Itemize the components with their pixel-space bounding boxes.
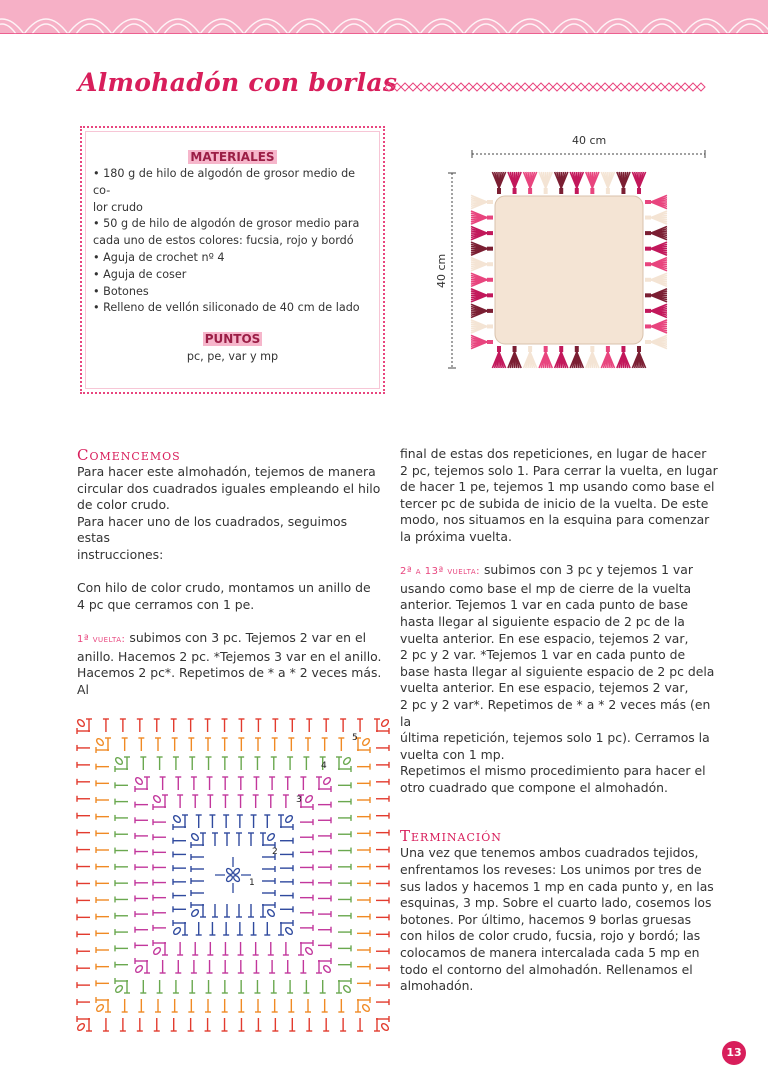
tassel — [645, 289, 667, 302]
round-label: 2 — [272, 847, 278, 857]
width-label: 40 cm — [572, 134, 607, 147]
tassel — [471, 304, 493, 317]
tassel — [508, 172, 521, 194]
tassel — [524, 346, 537, 368]
tassel — [555, 172, 568, 194]
tassel — [471, 258, 493, 271]
tassel — [645, 227, 667, 240]
tassel — [645, 335, 667, 348]
round-label: 3 — [296, 795, 302, 805]
page-number: 13 — [722, 1041, 746, 1065]
tassel — [539, 172, 552, 194]
cushion-diagram — [425, 128, 720, 378]
paragraph-rounds-2-13: 2ª a 13ª vuelta: subimos con 3 pc y tejemos 1 var usando como base el mp de cierre de la vuelta anterior. Tejemos 1 var en cada punto de base hasta llegar al siguiente espacio de 2 pc de la vuelta anterior. En ese espacio, tejemos 2 var, 2 pc y 2 var. *Tejemos 1 var en cada punto de base hasta llegar al siguiente espacio de 2 pc dela vuelta anterior. En ese espacio, tejemos 2 var, 2 pc y 2 var*. Repetimos de * a * 2 veces más (en la última repetición, tejemos solo 1 pc). Cerramos la vuelta con 1 mp. — [400, 562, 715, 762]
tassel — [508, 346, 521, 368]
tassel — [645, 273, 667, 286]
tassel — [645, 320, 667, 333]
paragraph: Repetimos el mismo procedimiento para hacer el otro cuadrado que compone el almohadón. — [400, 763, 706, 795]
materials-line: • Aguja de coser — [93, 267, 187, 281]
materials-box — [80, 126, 385, 394]
tassel — [471, 273, 493, 286]
paragraph-round-1: 1ª vuelta: subimos con 3 pc. Tejemos 2 var en el anillo. Hacemos 2 pc. *Tejemos 3 var en el anillo. Hacemos 2 pc*. Repetimos de * a * 2 veces más. Al — [77, 629, 382, 697]
tassel — [471, 320, 493, 333]
materials-list — [93, 166, 373, 317]
page-title: Almohadón con borlas — [78, 68, 398, 97]
tassel — [601, 172, 614, 194]
height-label: 40 cm — [435, 253, 448, 288]
tassel — [601, 346, 614, 368]
crochet-chart — [74, 708, 392, 1046]
paragraph: Para hacer este almohadón, tejemos de manera circular dos cuadrados iguales empleando el hilo de color crudo. — [77, 464, 381, 513]
tassel — [471, 335, 493, 348]
section-title-comencemos: Comencemos — [77, 446, 181, 464]
tassel — [471, 227, 493, 240]
tassel — [570, 172, 583, 194]
round-label: 4 — [321, 761, 327, 771]
top-scallop-border — [0, 0, 768, 34]
chart-round — [114, 756, 351, 993]
materials-line: lor crudo — [93, 200, 143, 214]
tassel — [645, 211, 667, 224]
paragraph: Con hilo de color crudo, montamos un anillo de 4 pc que cerramos con 1 pe. — [77, 580, 371, 612]
tassel — [570, 346, 583, 368]
chart-round — [152, 794, 313, 955]
materials-line: • 50 g de hilo de algodón de grosor medio para — [93, 217, 360, 231]
tassel — [539, 346, 552, 368]
paragraph: final de estas dos repeticiones, en lugar de hacer 2 pc, tejemos solo 1. Para cerrar la vuelta, en lugar de hacer 1 pe, tejemos 1 mp usando como base el tercer pc de subida de inicio de la vuelta. De este modo, nos situamos en la esquina para comenzar la próxima vuelta. — [400, 446, 718, 544]
points-heading: PUNTOS — [204, 332, 261, 346]
materials-line: • Aguja de crochet nº 4 — [93, 250, 225, 264]
right-column — [400, 446, 720, 995]
materials-line: cada uno de estos colores: fucsia, rojo y bordó — [93, 234, 354, 248]
materials-heading: MATERIALES — [190, 150, 275, 164]
chart-round — [134, 776, 331, 973]
tassel — [586, 172, 599, 194]
tassel — [586, 346, 599, 368]
round-label: 1 — [249, 878, 255, 888]
tassel — [645, 258, 667, 271]
round-label: 5 — [352, 733, 358, 743]
tassel — [632, 346, 645, 368]
tassel — [471, 242, 493, 255]
tassel — [492, 172, 505, 194]
paragraph: Una vez que tenemos ambos cuadrados tejidos, enfrentamos los reveses: Los unimos por tres de sus lados y hacemos 1 mp en cada punto y, en las esquinas, 3 mp. Sobre el cuarto lado, cosemos los botones. Por último, hacemos 9 borlas gruesas con hilos de color crudo, fucsia, rojo y bordó; las colocamos de manera intercalada cada 5 mp en todo el contorno del almohadón. Rellenamos el almohadón. — [400, 845, 714, 994]
cushion-square — [495, 196, 643, 344]
materials-line: • Botones — [93, 284, 149, 298]
title-decorative-rule — [385, 82, 711, 92]
materials-line: • 180 g de hilo de algodón de grosor medio de co- — [93, 167, 356, 197]
tassel — [645, 304, 667, 317]
tassel — [645, 195, 667, 208]
tassel — [471, 211, 493, 224]
chart-round — [76, 718, 389, 1031]
paragraph: Para hacer uno de los cuadrados, seguimos estas instrucciones: — [77, 513, 348, 562]
chart-round — [172, 814, 293, 935]
chart-round — [95, 737, 370, 1012]
tassel — [617, 346, 630, 368]
tassel — [471, 195, 493, 208]
tassel — [632, 172, 645, 194]
tassel — [524, 172, 537, 194]
materials-line: • Relleno de vellón siliconado de 40 cm de lado — [93, 301, 360, 315]
left-column — [77, 446, 382, 698]
tassel — [555, 346, 568, 368]
chart-round — [190, 832, 275, 917]
tassel — [645, 242, 667, 255]
tassel — [617, 172, 630, 194]
tassel — [471, 289, 493, 302]
section-title-terminacion: Terminación — [400, 827, 502, 846]
tassel — [492, 346, 505, 368]
points-text: pc, pe, var y mp — [186, 350, 279, 363]
